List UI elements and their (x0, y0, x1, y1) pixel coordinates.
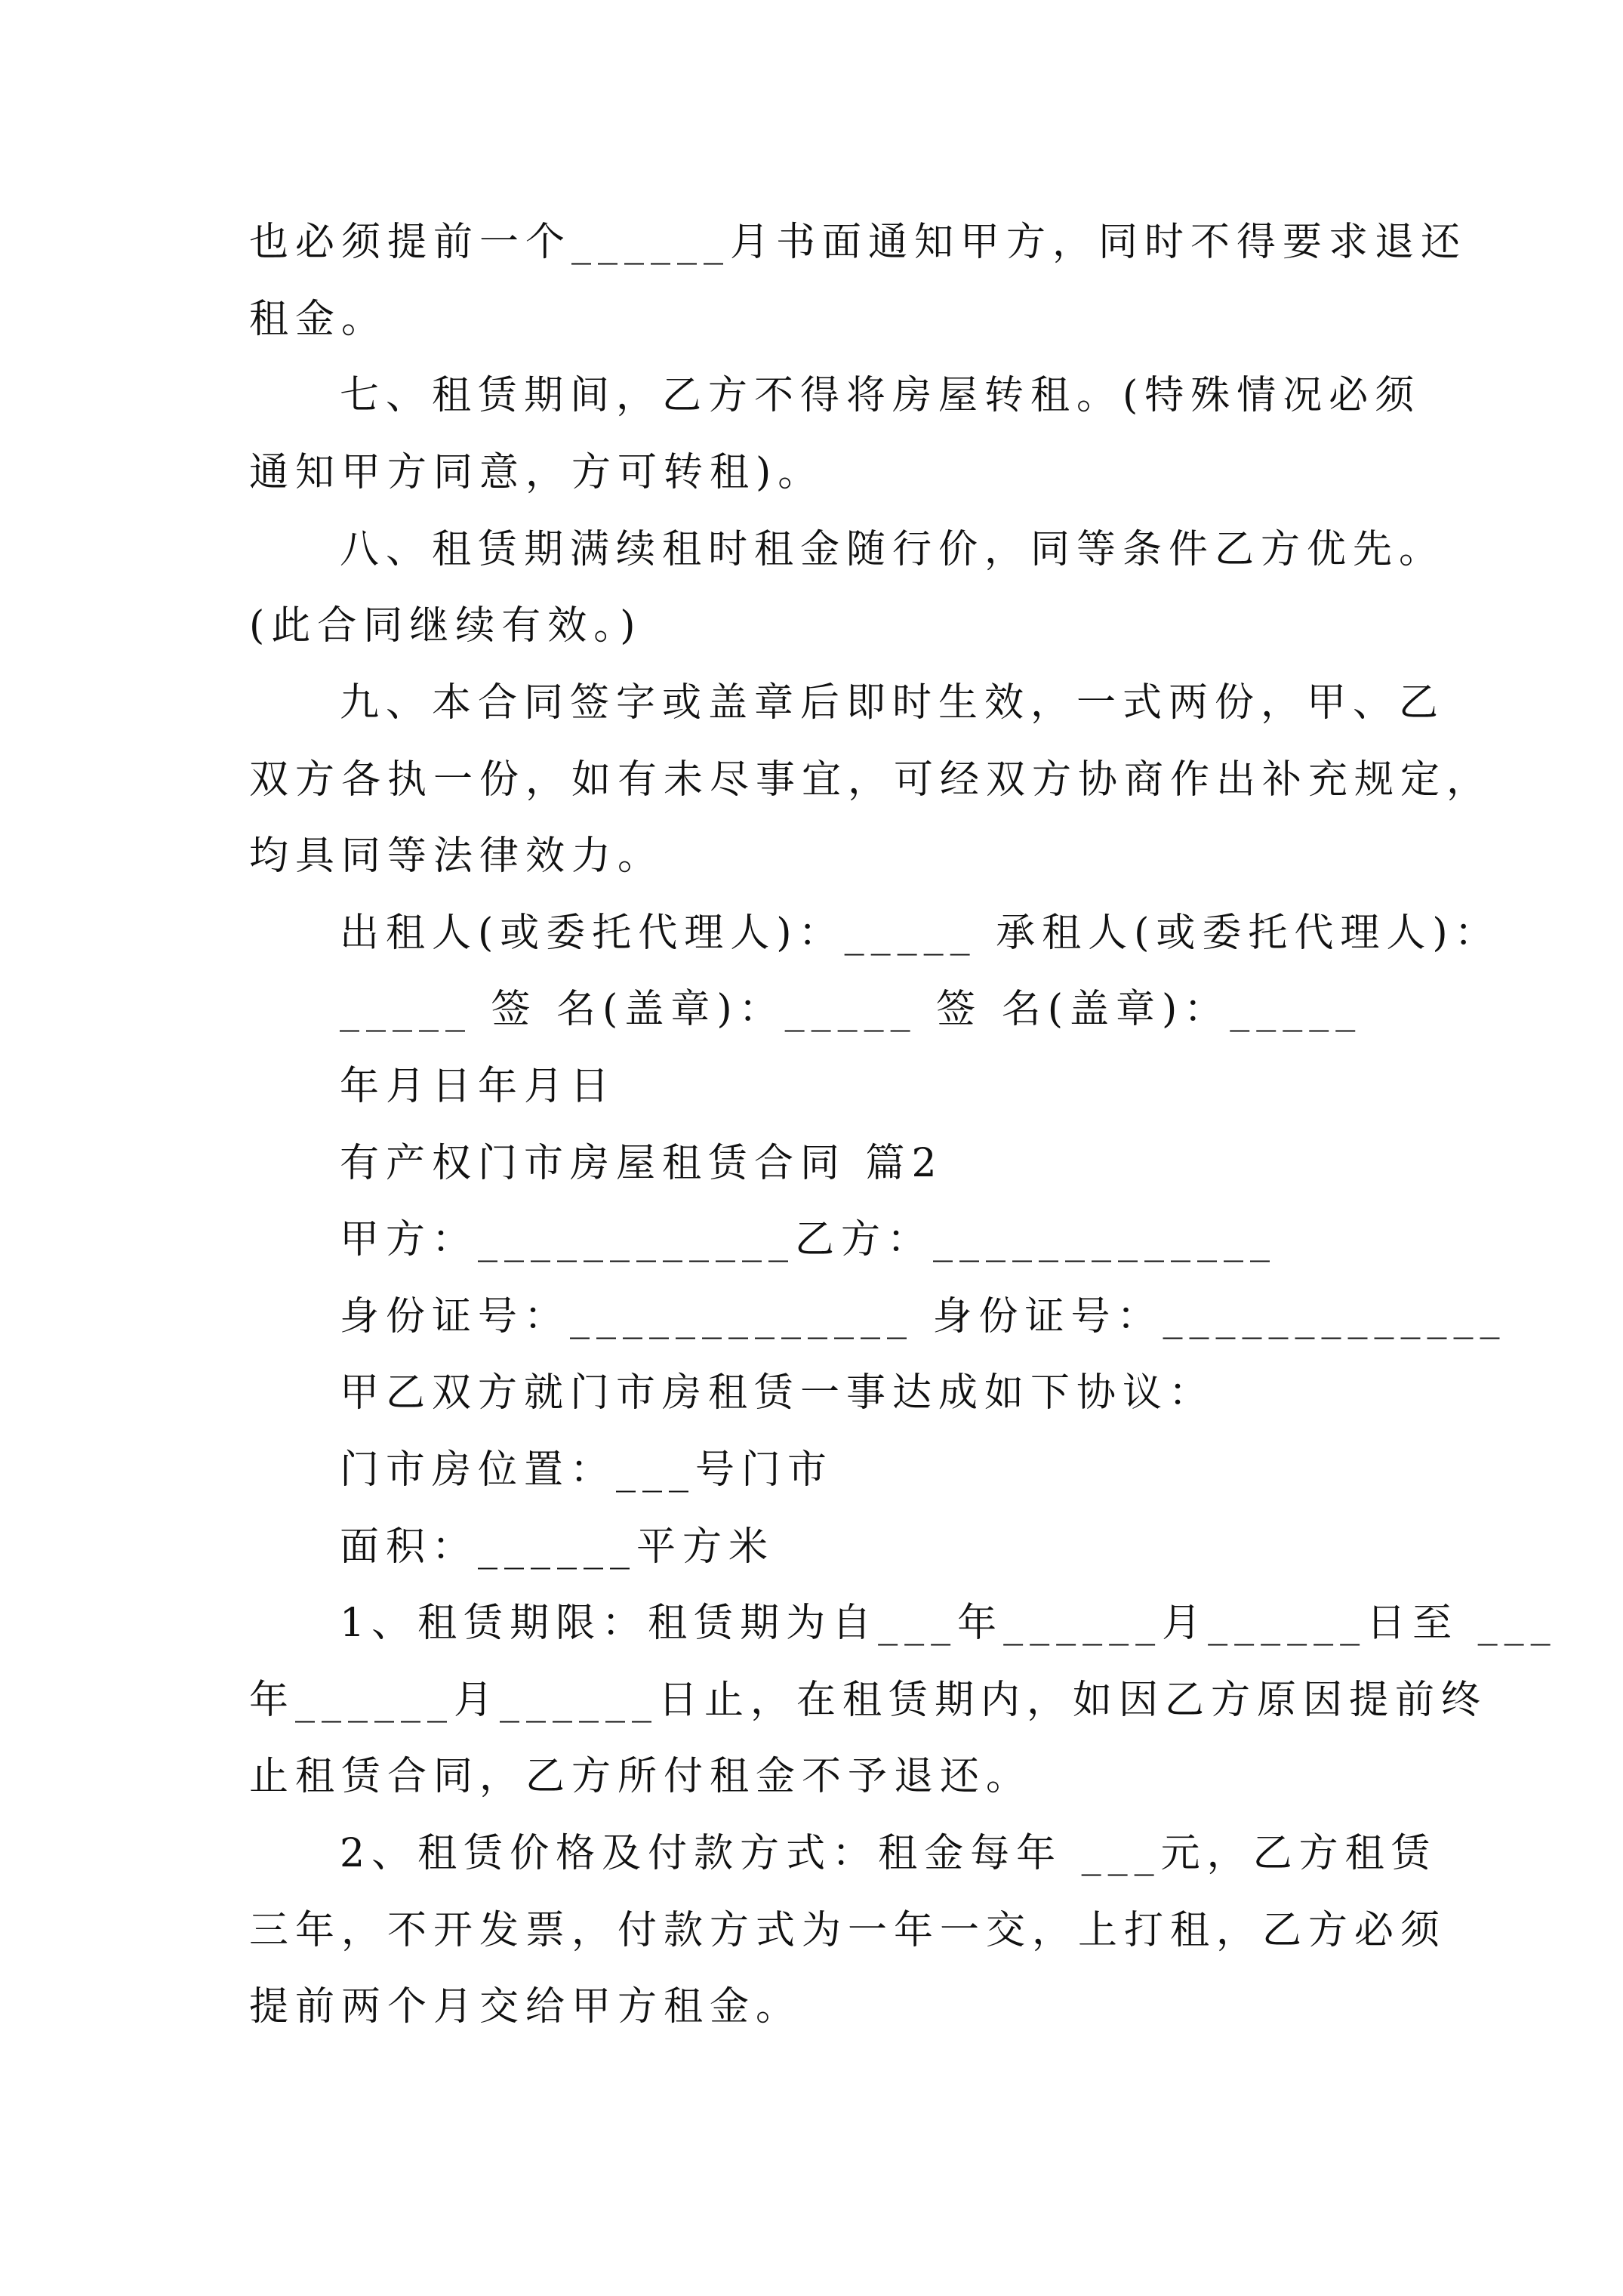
clause-8-line: (此合同继续有效。) (249, 603, 642, 649)
clause-6-continued-line: 租金。 (249, 297, 388, 342)
area-line: 面积：______平方米 (340, 1524, 775, 1570)
section-heading: 有产权门市房屋租赁合同 篇2 (340, 1141, 944, 1186)
clause-7-line: 通知甲方同意，方可转租)。 (249, 450, 824, 495)
clause-8-line: 八、租赁期满续租时租金随行价，同等条件乙方优先。 (340, 527, 1446, 572)
clause-9-line: 均具同等法律效力。 (249, 834, 664, 879)
lease-term-line: 1、租赁期限：租赁期为自___年______月______日至 ___ (340, 1601, 1557, 1646)
lease-term-line: 止租赁合同，乙方所付租金不予退还。 (249, 1754, 1033, 1799)
clause-7-line: 七、租赁期间，乙方不得将房屋转租。(特殊情况必须 (340, 373, 1421, 418)
lease-term-line: 年______月______日止，在租赁期内，如因乙方原因提前终 (249, 1678, 1488, 1723)
price-payment-line: 提前两个月交给甲方租金。 (249, 1984, 802, 2029)
id-number-line: 身份证号：_____________ 身份证号：_____________ (340, 1294, 1507, 1339)
signature-date-line: 年月日年月日 (340, 1064, 617, 1109)
clause-9-line: 双方各执一份，如有未尽事宜，可经双方协商作出补充规定， (249, 757, 1493, 803)
price-payment-line: 三年，不开发票，付款方式为一年一交，上打租，乙方必须 (249, 1908, 1447, 1953)
shop-location-line: 门市房位置：___号门市 (340, 1447, 834, 1493)
signature-parties-line: 出租人(或委托代理人)：_____ 承租人(或委托代理人)： (340, 911, 1501, 956)
price-payment-line: 2、租赁价格及付款方式：租金每年 ___元，乙方租赁 (340, 1831, 1437, 1876)
agreement-intro-line: 甲乙双方就门市房租赁一事达成如下协议： (340, 1370, 1215, 1416)
clause-9-line: 九、本合同签字或盖章后即时生效，一式两份，甲、乙 (340, 680, 1446, 726)
party-names-line: 甲方：____________乙方：_____________ (340, 1217, 1277, 1262)
signature-seal-line: _____ 签 名(盖章)：_____ 签 名(盖章)：_____ (340, 987, 1363, 1032)
clause-6-continued-line: 也必须提前一个______月书面通知甲方，同时不得要求退还 (249, 220, 1467, 265)
